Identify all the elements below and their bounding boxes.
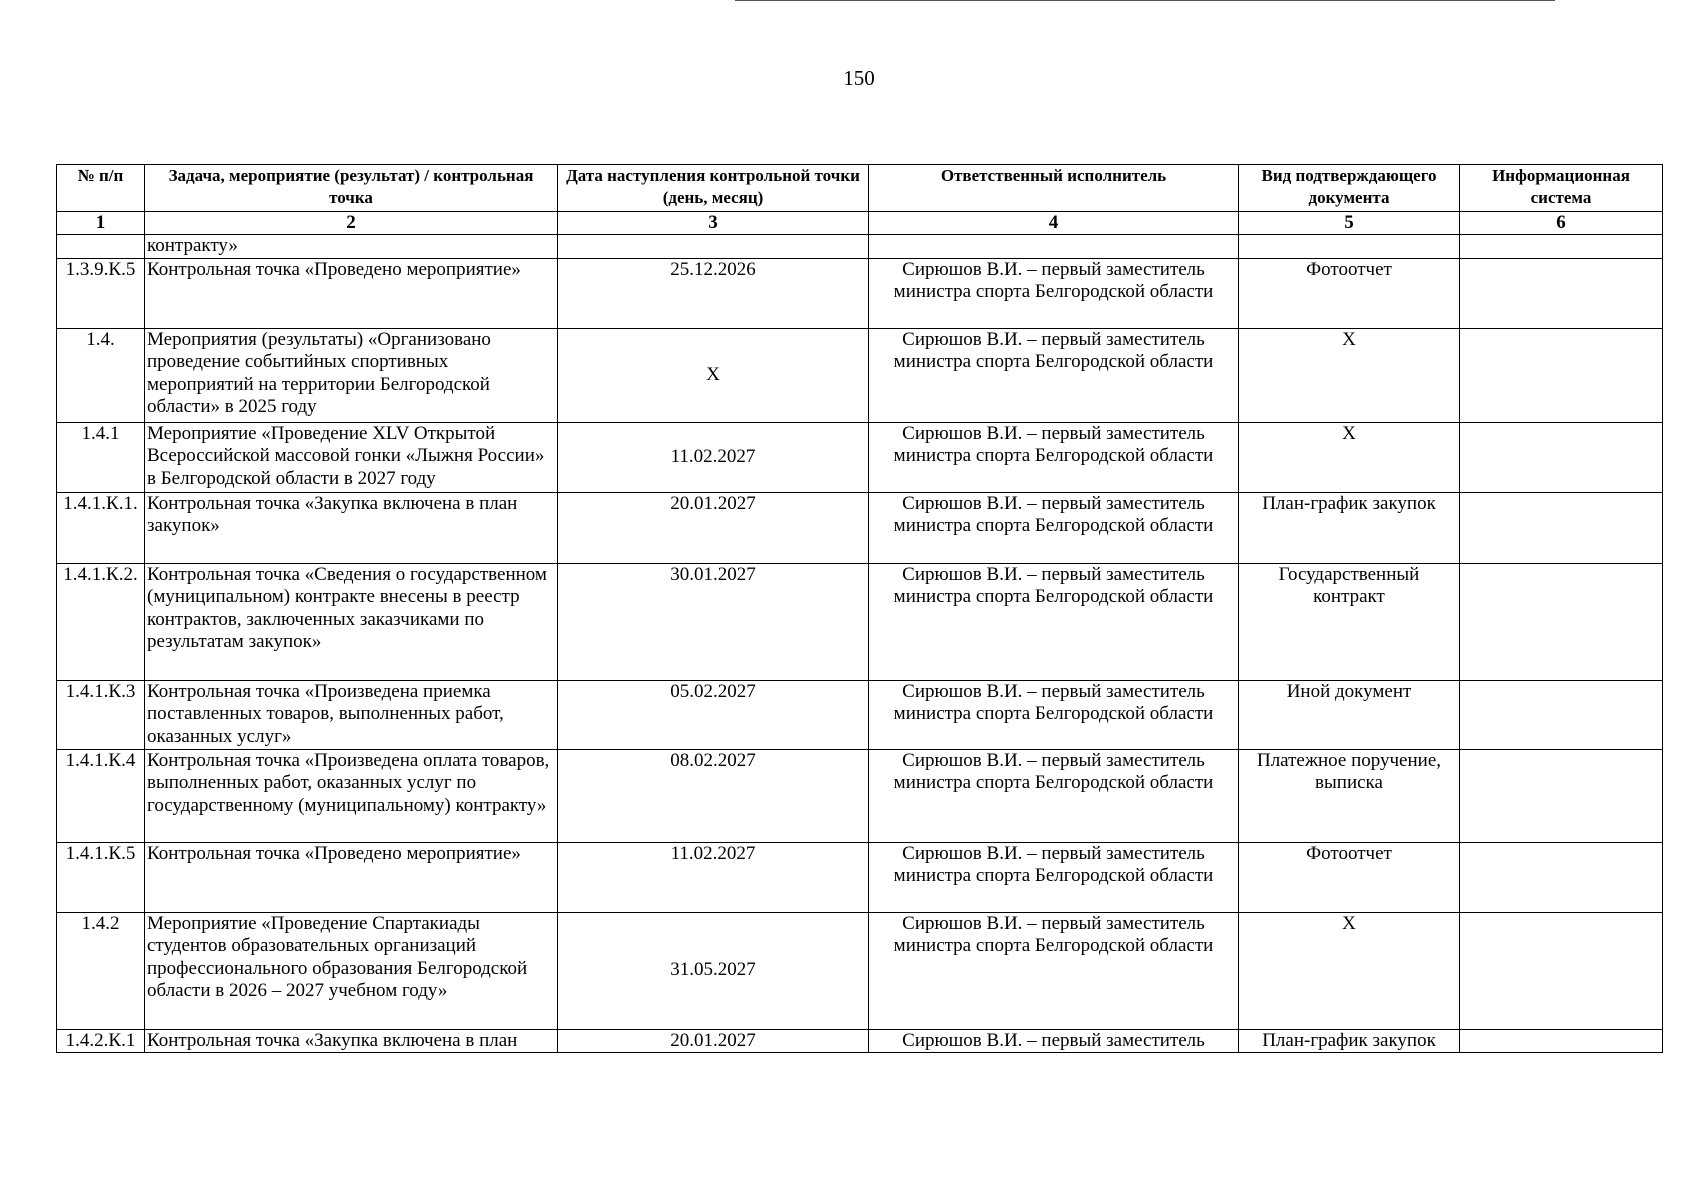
scan-top-edge-line (735, 0, 1555, 1)
column-number: 4 (869, 212, 1239, 235)
row-num: 1.4.1.К.1. (57, 492, 145, 563)
row-task: Контрольная точка «Произведена оплата товаров, выполненных работ, оказанных услуг по государственному (муниципальному) контракту» (145, 749, 558, 842)
page-number: 150 (843, 66, 875, 90)
table-header-row (57, 165, 1663, 212)
header-task: Задача, мероприятие (результат) / контрольная точка (145, 165, 558, 212)
row-document: План-график закупок (1239, 492, 1460, 563)
row-responsible: Сирюшов В.И. – первый заместитель министра спорта Белгородской области (869, 563, 1239, 680)
row-responsible: Сирюшов В.И. – первый заместитель министра спорта Белгородской области (869, 258, 1239, 328)
table-row (57, 258, 1663, 328)
column-number: 3 (558, 212, 869, 235)
row-task: Мероприятие «Проведение Спартакиады студентов образовательных организаций профессионального образования Белгородской области в 2026 – 2027 учебном году» (145, 912, 558, 1029)
row-responsible: Сирюшов В.И. – первый заместитель министра спорта Белгородской области (869, 749, 1239, 842)
row-task: Контрольная точка «Закупка включена в план закупок» (145, 492, 558, 563)
row-document: X (1239, 328, 1460, 422)
row-num: 1.4.1 (57, 422, 145, 492)
row-responsible: Сирюшов В.И. – первый заместитель министра спорта Белгородской области (869, 842, 1239, 912)
row-task: контракту» (145, 235, 558, 259)
row-num (57, 235, 145, 259)
row-system (1460, 680, 1663, 749)
row-system (1460, 328, 1663, 422)
table-row (57, 235, 1663, 259)
table-row (57, 492, 1663, 563)
row-num: 1.4.2 (57, 912, 145, 1029)
row-system (1460, 422, 1663, 492)
column-number: 2 (145, 212, 558, 235)
row-responsible: Сирюшов В.И. – первый заместитель министра спорта Белгородской области (869, 680, 1239, 749)
row-system (1460, 842, 1663, 912)
row-responsible (869, 235, 1239, 259)
row-responsible: Сирюшов В.И. – первый заместитель министра спорта Белгородской области (869, 912, 1239, 1029)
row-date: 20.01.2027 (558, 492, 869, 563)
table-row (57, 749, 1663, 842)
table-row (57, 563, 1663, 680)
header-document: Вид подтверждающего документа (1239, 165, 1460, 212)
row-system (1460, 1029, 1663, 1053)
row-responsible: Сирюшов В.И. – первый заместитель (869, 1029, 1239, 1053)
column-number-row (57, 212, 1663, 235)
row-task: Контрольная точка «Проведено мероприятие» (145, 258, 558, 328)
row-system (1460, 912, 1663, 1029)
row-document: X (1239, 912, 1460, 1029)
table-row (57, 912, 1663, 1029)
row-responsible: Сирюшов В.И. – первый заместитель министра спорта Белгородской области (869, 422, 1239, 492)
control-points-table (56, 164, 1663, 1053)
header-date: Дата наступления контрольной точки (день, месяц) (558, 165, 869, 212)
row-document (1239, 235, 1460, 259)
row-task: Контрольная точка «Сведения о государственном (муниципальном) контракте внесены в реестр контрактов, заключенных заказчиками по результатам закупок» (145, 563, 558, 680)
row-date: 05.02.2027 (558, 680, 869, 749)
row-task: Контрольная точка «Закупка включена в план (145, 1029, 558, 1053)
row-date: 20.01.2027 (558, 1029, 869, 1053)
row-num: 1.4.1.К.4 (57, 749, 145, 842)
table-row (57, 422, 1663, 492)
column-number: 5 (1239, 212, 1460, 235)
row-responsible: Сирюшов В.И. – первый заместитель министра спорта Белгородской области (869, 328, 1239, 422)
header-system: Информационная система (1460, 165, 1663, 212)
row-date: 25.12.2026 (558, 258, 869, 328)
row-document: Иной документ (1239, 680, 1460, 749)
row-num: 1.4.1.К.3 (57, 680, 145, 749)
row-task: Контрольная точка «Произведена приемка поставленных товаров, выполненных работ, оказанных услуг» (145, 680, 558, 749)
row-num: 1.4. (57, 328, 145, 422)
header-responsible: Ответственный исполнитель (869, 165, 1239, 212)
row-document: Фотоотчет (1239, 258, 1460, 328)
row-system (1460, 563, 1663, 680)
row-num: 1.4.1.К.5 (57, 842, 145, 912)
row-system (1460, 235, 1663, 259)
row-document: План-график закупок (1239, 1029, 1460, 1053)
row-document: Фотоотчет (1239, 842, 1460, 912)
row-task: Мероприятия (результаты) «Организовано проведение событийных спортивных мероприятий на территории Белгородской области» в 2025 году (145, 328, 558, 422)
table-row (57, 680, 1663, 749)
row-num: 1.4.2.К.1 (57, 1029, 145, 1053)
row-date: 08.02.2027 (558, 749, 869, 842)
row-document: Государственный контракт (1239, 563, 1460, 680)
row-document: X (1239, 422, 1460, 492)
row-date: 11.02.2027 (558, 422, 869, 492)
column-number: 1 (57, 212, 145, 235)
row-task: Мероприятие «Проведение XLV Открытой Всероссийской массовой гонки «Лыжня России» в Белгородской области в 2027 году (145, 422, 558, 492)
row-date (558, 235, 869, 259)
header-num: № п/п (57, 165, 145, 212)
table-row (57, 328, 1663, 422)
row-system (1460, 492, 1663, 563)
row-num: 1.4.1.К.2. (57, 563, 145, 680)
row-date: X (558, 328, 869, 422)
row-num: 1.3.9.К.5 (57, 258, 145, 328)
row-document: Платежное поручение, выписка (1239, 749, 1460, 842)
row-date: 31.05.2027 (558, 912, 869, 1029)
row-date: 11.02.2027 (558, 842, 869, 912)
column-number: 6 (1460, 212, 1663, 235)
row-task: Контрольная точка «Проведено мероприятие» (145, 842, 558, 912)
row-system (1460, 749, 1663, 842)
row-date: 30.01.2027 (558, 563, 869, 680)
table-row (57, 1029, 1663, 1053)
table-row (57, 842, 1663, 912)
row-responsible: Сирюшов В.И. – первый заместитель министра спорта Белгородской области (869, 492, 1239, 563)
row-system (1460, 258, 1663, 328)
